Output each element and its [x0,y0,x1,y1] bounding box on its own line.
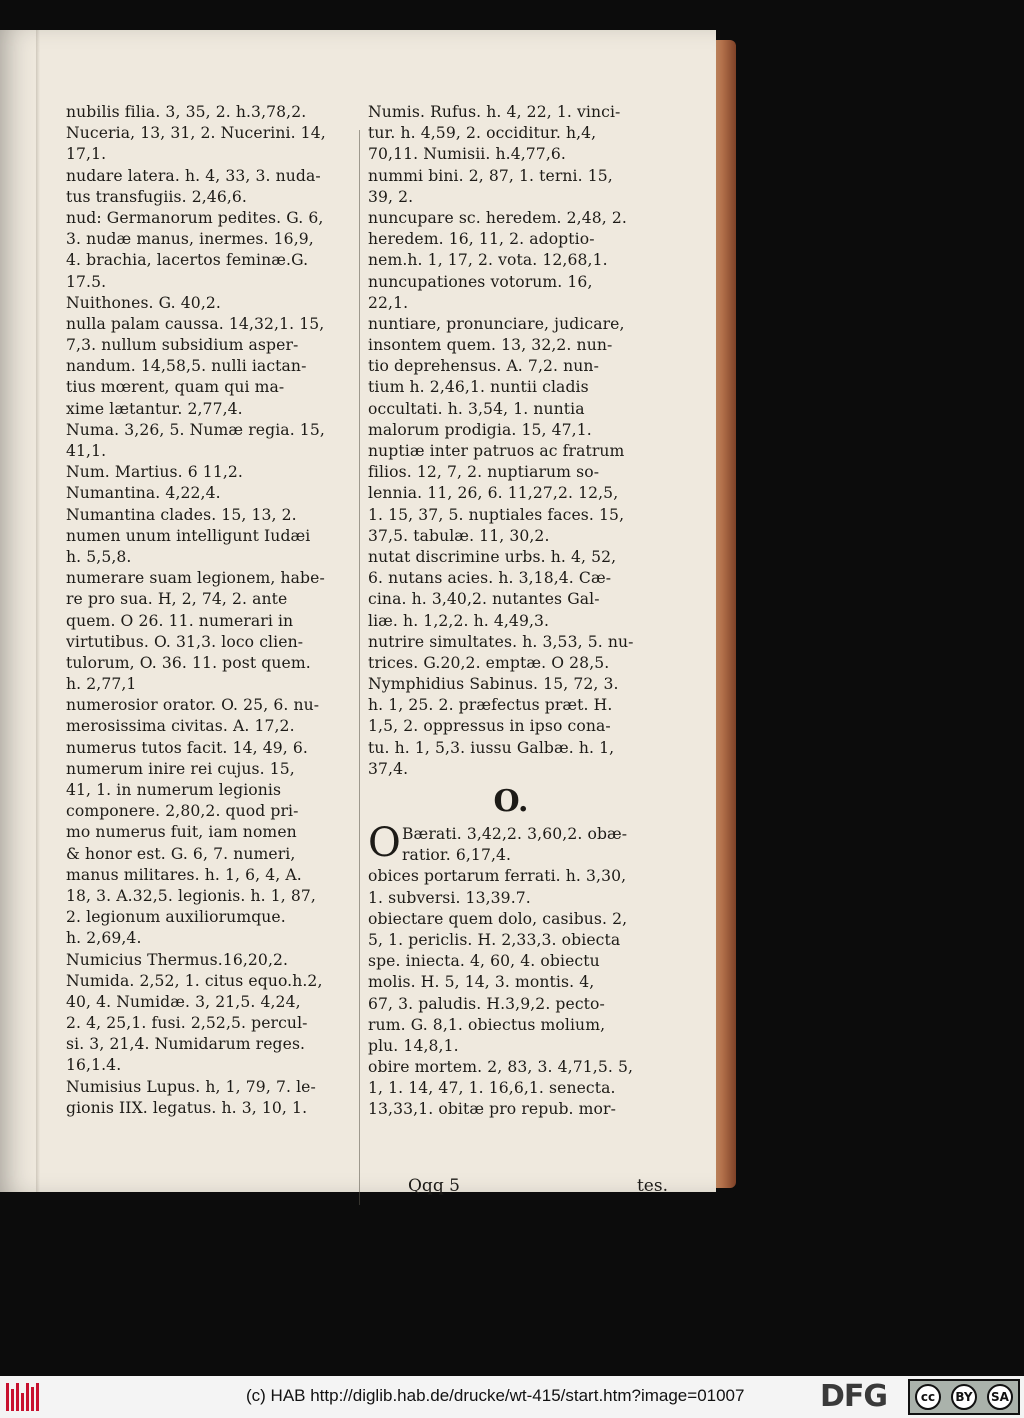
left-column-line: h. 5,5,8. [66,547,132,566]
left-column-line: 16,1.4. [66,1056,122,1075]
book-page [0,30,716,1192]
left-column-line: 3. nudæ manus, inermes. 16,9, [66,230,314,249]
left-column-line: componere. 2,80,2. quod pri- [66,802,299,821]
right-column-line: Numis. Rufus. h. 4, 22, 1. vinci- [368,103,621,121]
drop-cap-letter: O [368,820,401,866]
left-column-line: 4. brachia, lacertos feminæ.G. [66,251,309,270]
left-column-line: h. 2,69,4. [66,929,142,948]
right-column-line: malorum prodigia. 15, 47,1. [368,420,592,439]
left-column-line: nubilis filia. 3, 35, 2. h.3,78,2. [66,103,307,121]
right-column-line: tur. h. 4,59, 2. occiditur. h,4, [368,124,597,143]
right-column-line: nuncupationes votorum. 16, [368,272,593,291]
right-column-line: 22,1. [368,293,409,312]
left-column-line: mo numerus fuit, iam nomen [66,823,297,842]
left-column-line: tulorum, O. 36. 11. post quem. [66,653,311,672]
right-column-line: 5, 1. periclis. H. 2,33,3. obiecta [368,930,621,949]
left-column-line: Nuithones. G. 40,2. [66,293,221,312]
right-column-line: obiectare quem dolo, casibus. 2, [368,909,628,928]
right-column-line: plu. 14,8,1. [368,1036,459,1055]
right-column-line: obire mortem. 2, 83, 3. 4,71,5. 5, [368,1058,634,1077]
left-column-line: manus militares. h. 1, 6, 4, A. [66,865,302,884]
right-column-line: tu. h. 1, 5,3. iussu Galbæ. h. 1, [368,738,615,757]
page-gutter [36,30,40,1192]
right-column-line: tio deprehensus. A. 7,2. nun- [368,357,599,376]
right-column-line: nuntiare, pronunciare, judicare, [368,314,625,333]
viewer-footer [0,1376,1024,1418]
left-column-line: Numantina clades. 15, 13, 2. [66,505,297,524]
right-column-line: nutrire simultates. h. 3,53, 5. nu- [368,632,634,651]
signature-mark: Qqq 5 [408,1176,460,1196]
left-column-line: h. 2,77,1 [66,675,137,694]
left-column-line: nudare latera. h. 4, 33, 3. nuda- [66,166,321,185]
left-column-line: 7,3. nullum subsidium asper- [66,336,299,355]
left-column-line: merosissima civitas. A. 17,2. [66,717,295,736]
left-column-line: 40, 4. Numidæ. 3, 21,5. 4,24, [66,992,301,1011]
catchword: tes. [636,1176,668,1196]
right-column-line: tium h. 2,46,1. nuntii cladis [368,378,589,397]
left-column-line: re pro sua. H, 2, 74, 2. ante [66,590,288,609]
right-column-line: 67, 3. paludis. H.3,9,2. pecto- [368,994,605,1013]
creative-commons-by-sa-icon[interactable] [908,1379,1020,1415]
left-column-line: Numantina. 4,22,4. [66,484,221,503]
right-column-line: nuptiæ inter patruos ac fratrum [368,442,625,460]
column-rule [359,130,360,1205]
right-column-line: 37,4. [368,759,409,778]
left-column-line: gionis IIX. legatus. h. 3, 10, 1. [66,1098,308,1117]
right-column-line: heredem. 16, 11, 2. adoptio- [368,230,595,249]
initial-entry [368,820,654,866]
right-column-line: spe. iniecta. 4, 60, 4. obiectu [368,952,600,971]
copyright-url-text[interactable]: (c) HAB http://diglib.hab.de/drucke/wt-415/start.htm?image=01007 [246,1386,745,1405]
left-column-line: Numicius Thermus.16,20,2. [66,950,289,969]
left-column [66,102,356,1119]
right-column-line: filios. 12, 7, 2. nuptiarum so- [368,463,600,482]
left-column-line: numen unum intelligunt Iudæi [66,526,311,545]
right-column-line: 37,5. tabulæ. 11, 30,2. [368,526,550,545]
left-column-line: & honor est. G. 6, 7. numeri, [66,844,296,863]
left-column-line: 41,1. [66,442,107,460]
left-column-line: 17,1. [66,145,107,164]
right-column-line: nutat discrimine urbs. h. 4, 52, [368,547,617,566]
right-column-line: 1, 1. 14, 47, 1. 16,6,1. senecta. [368,1079,616,1098]
dfg-logo-icon[interactable]: DFG [820,1379,888,1414]
right-column-line: 39, 2. [368,187,414,206]
right-column-line: 1. 15, 37, 5. nuptiales faces. 15, [368,505,625,524]
right-column-line: lennia. 11, 26, 6. 11,27,2. 12,5, [368,484,619,503]
right-column-line: insontem quem. 13, 32,2. nun- [368,336,613,355]
right-column-line: nem.h. 1, 17, 2. vota. 12,68,1. [368,251,608,270]
left-column-line: numerare suam legionem, habe- [66,569,325,588]
initial-entry-line: ratior. 6,17,4. [402,846,512,865]
left-column-line: numerosior orator. O. 25, 6. nu- [66,696,320,715]
right-column-line: nummi bini. 2, 87, 1. terni. 15, [368,166,613,185]
left-column-line: 2. 4, 25,1. fusi. 2,52,5. percul- [66,1014,308,1033]
section-heading: O. [493,784,529,819]
right-column-entries-top [368,102,654,780]
right-column-line: nuncupare sc. heredem. 2,48, 2. [368,208,627,227]
right-column-line: cina. h. 3,40,2. nutantes Gal- [368,590,600,609]
initial-entry-line: Bærati. 3,42,2. 3,60,2. obæ- [402,825,628,843]
left-column-line: si. 3, 21,4. Numidarum reges. [66,1035,306,1054]
cc-circle-icon: cc [915,1384,941,1410]
initial-entry-lines [402,824,654,866]
left-column-line: numerum inire rei cujus. 15, [66,759,295,778]
left-column-line: 18, 3. A.32,5. legionis. h. 1, 87, [66,886,316,905]
left-column-line: nud: Germanorum pedites. G. 6, [66,208,324,227]
left-column-line: quem. O 26. 11. numerari in [66,611,294,630]
left-column-line: 17.5. [66,272,107,291]
left-column-line: numerus tutos facit. 14, 49, 6. [66,738,308,757]
right-column-line: occultati. h. 3,54, 1. nuntia [368,399,585,418]
left-column-line: tius mœrent, quam qui ma- [66,378,285,397]
right-column-line: Nymphidius Sabinus. 15, 72, 3. [368,675,619,694]
left-column-line: Num. Martius. 6 11,2. [66,463,243,482]
by-person-icon: BY [951,1384,977,1410]
right-column-line: 6. nutans acies. h. 3,18,4. Cæ- [368,569,612,588]
sa-share-alike-icon: SA [987,1384,1013,1410]
left-column-line: Numa. 3,26, 5. Numæ regia. 15, [66,420,325,439]
right-column-line: rum. G. 8,1. obiectus molium, [368,1015,606,1034]
right-column-line: liæ. h. 1,2,2. h. 4,49,3. [368,611,550,630]
right-column-line: molis. H. 5, 14, 3. montis. 4, [368,973,595,992]
left-column-line: virtutibus. O. 31,3. loco clien- [66,632,304,651]
right-column-line: obices portarum ferrati. h. 3,30, [368,867,627,886]
left-column-line: 41, 1. in numerum legionis [66,781,282,799]
right-column-line: 70,11. Numisii. h.4,77,6. [368,145,566,164]
left-column-line: xime lætantur. 2,77,4. [66,399,243,418]
left-column-line: tus transfugiis. 2,46,6. [66,187,247,206]
left-column-line: Numida. 2,52, 1. citus equo.h.2, [66,971,323,990]
right-column [368,102,654,1121]
right-column-line: h. 1, 25. 2. præfectus præt. H. [368,696,613,715]
left-column-line: nandum. 14,58,5. nulli iactan- [66,357,307,376]
right-column-line: 1,5, 2. oppressus in ipso cona- [368,717,611,736]
right-column-line: trices. G.20,2. emptæ. O 28,5. [368,653,610,672]
left-column-line: Numisius Lupus. h, 1, 79, 7. le- [66,1077,316,1096]
right-column-entries-bottom [368,866,654,1120]
right-column-line: 13,33,1. obitæ pro repub. mor- [368,1100,616,1119]
left-column-line: Nuceria, 13, 31, 2. Nucerini. 14, [66,124,326,143]
hab-barcode-logo-icon[interactable] [6,1383,42,1411]
left-column-line: 2. legionum auxiliorumque. [66,908,286,927]
left-column-line: nulla palam caussa. 14,32,1. 15, [66,314,325,333]
right-column-line: 1. subversi. 13,39.7. [368,888,531,907]
